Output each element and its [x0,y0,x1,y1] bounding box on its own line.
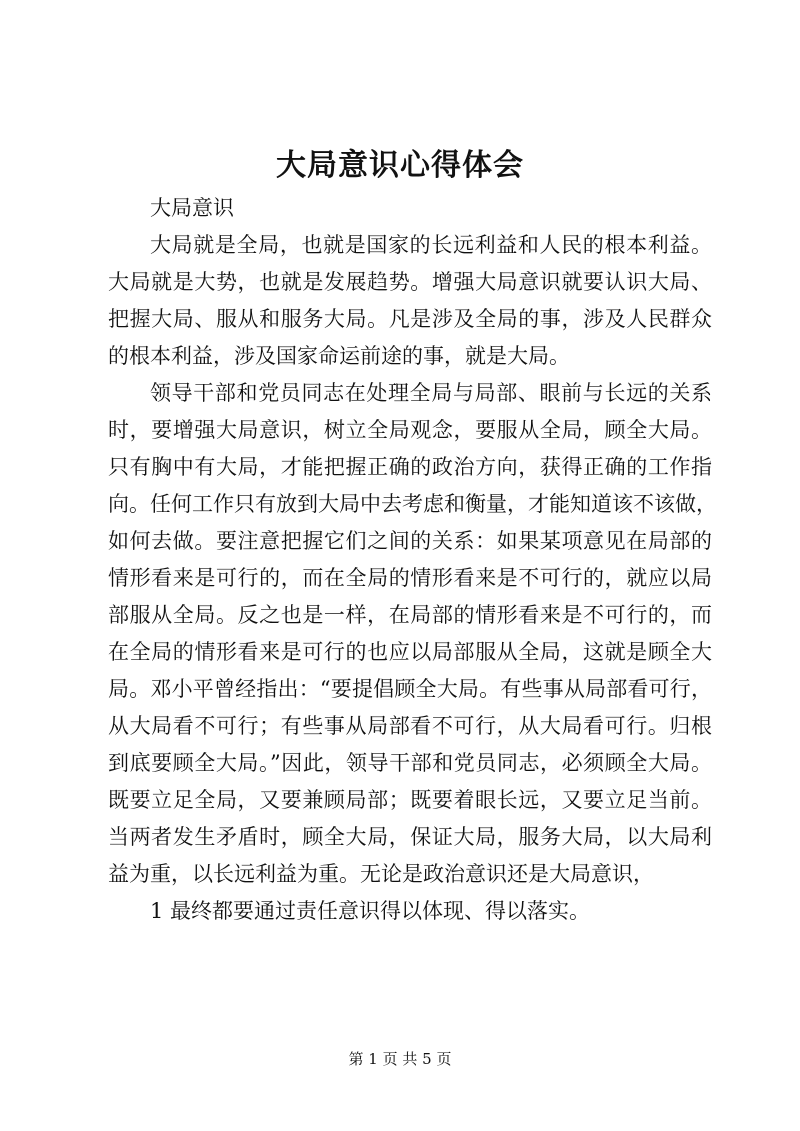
text-line: 既要立足全局，又要兼顾局部；既要着眼长远，又要立足当前。 [108,788,712,812]
document-title: 大局意识心得体会 [276,148,524,183]
text-line: 益为重，以长远利益为重。无论是政治意识还是大局意识， [108,862,654,886]
text-line: 从大局看不可行；有些事从局部看不可行，从大局看可行。归根 [108,714,712,738]
paragraph [108,227,712,375]
paragraph [108,893,712,930]
text-line: 当两者发生矛盾时，顾全大局，保证大局，服务大局，以大局利 [108,825,712,849]
text-line: 大局就是大势，也就是发展趋势。增强大局意识就要认识大局、 [108,270,712,294]
text-line: 部服从全局。反之也是一样，在局部的情形看来是不可行的，而 [108,603,712,627]
text-line: 领导干部和党员同志在处理全局与局部、眼前与长远的关系 [150,381,712,405]
text-line: 情形看来是可行的，而在全局的情形看来是不可行的，就应以局 [108,566,712,590]
text-line: 大局就是全局，也就是国家的长远利益和人民的根本利益。 [150,233,712,257]
text-line: 大局意识 [150,196,234,220]
text-line: 时，要增强大局意识，树立全局观念，要服从全局，顾全大局。 [108,418,712,442]
section-heading [108,190,712,227]
text-line: 在全局的情形看来是可行的也应以局部服从全局，这就是顾全大 [108,640,712,664]
text-line: 把握大局、服从和服务大局。凡是涉及全局的事，涉及人民群众 [108,307,712,331]
text-line: 向。任何工作只有放到大局中去考虑和衡量，才能知道该不该做， [108,492,717,516]
text-line: 1 最终都要通过责任意识得以体现、得以落实。 [150,899,591,923]
paragraph [108,375,717,893]
text-line: 局。邓小平曾经指出：“要提倡顾全大局。有些事从局部看可行， [108,677,712,701]
text-line: 的根本利益，涉及国家命运前途的事，就是大局。 [108,344,570,368]
text-line: 如何去做。要注意把握它们之间的关系：如果某项意见在局部的 [108,529,712,553]
text-line: 到底要顾全大局。”因此，领导干部和党员同志，必须顾全大局。 [108,751,712,775]
page-footer: 第 1 页 共 5 页 [348,1050,452,1068]
text-line: 只有胸中有大局，才能把握正确的政治方向，获得正确的工作指 [108,455,712,479]
document-body [108,190,717,930]
